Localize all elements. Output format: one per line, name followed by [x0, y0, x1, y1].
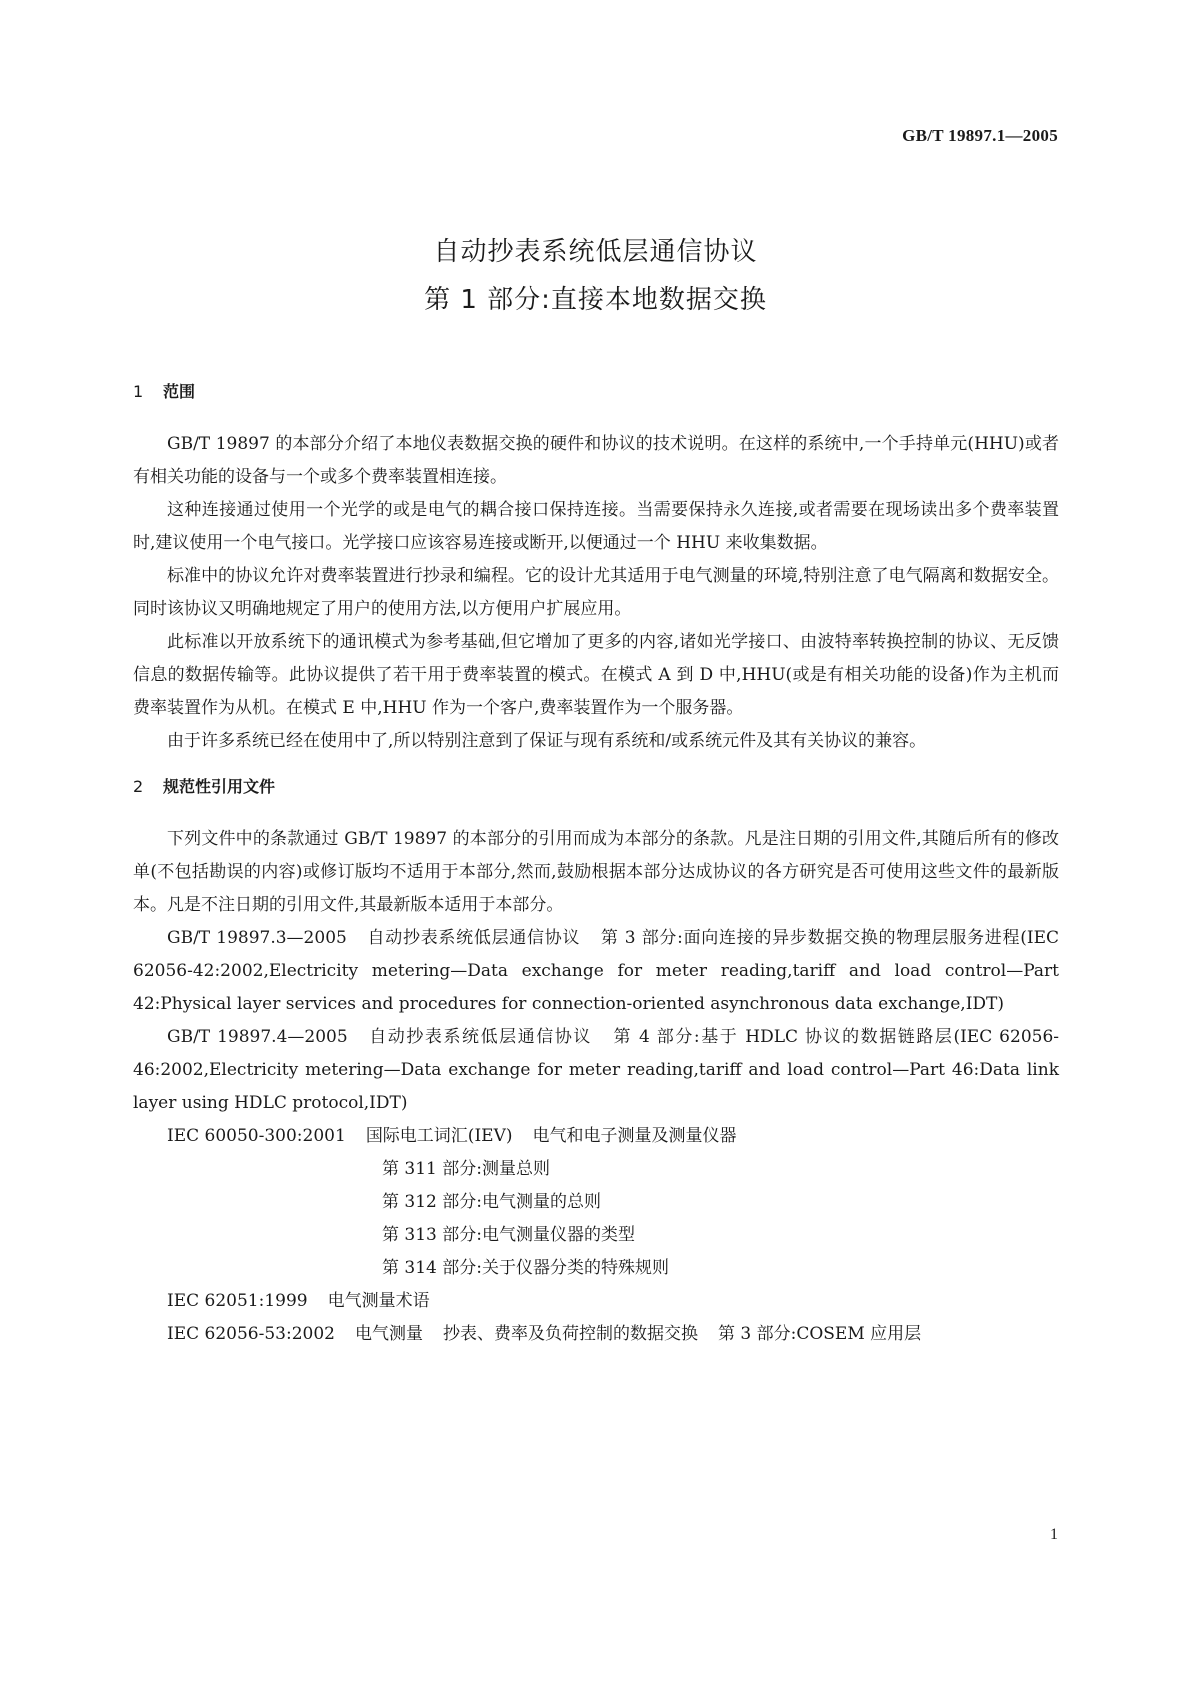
title-line-1: 自动抄表系统低层通信协议 [433, 237, 758, 267]
reference-code: GB/T 19897.4—2005 [167, 1027, 348, 1047]
reference-detail: 抄表、费率及负荷控制的数据交换 [442, 1324, 698, 1344]
section-number: 2 [133, 777, 144, 796]
reference-title: 自动抄表系统低层通信协议 [367, 1027, 592, 1047]
reference-title: 自动抄表系统低层通信协议 [366, 928, 581, 948]
document-body [133, 375, 1059, 1351]
section-title: 规范性引用文件 [163, 777, 276, 796]
reference-subpart: 第 311 部分:测量总则 [382, 1159, 550, 1179]
scope-paragraph: GB/T 19897 的本部分介绍了本地仪表数据交换的硬件和协议的技术说明。在这样的系统中,一个手持单元(HHU)或者有相关功能的设备与一个或多个费率装置相连接。 [133, 434, 1059, 487]
reference-detail: 第 3 部分:面向连接的异步数据交换的物理层服务进程(IEC 62056-42:2002,Electricity metering—Data exchange for meter reading,tariff and load control—Part 42:Physical layer services and procedures for connection-oriented asynchronous data exchange,IDT) [133, 928, 1059, 1014]
document-title [0, 228, 1191, 324]
page-number: 1 [1050, 1526, 1058, 1543]
reference-code: GB/T 19897.3—2005 [167, 928, 347, 948]
scope-paragraph: 标准中的协议允许对费率装置进行抄录和编程。它的设计尤其适用于电气测量的环境,特别注意了电气隔离和数据安全。同时该协议又明确地规定了用户的使用方法,以方便用户扩展应用。 [133, 566, 1059, 619]
title-line-2: 第 1 部分:直接本地数据交换 [424, 285, 767, 315]
reference-entry [133, 1021, 1059, 1120]
reference-subpart: 第 313 部分:电气测量仪器的类型 [382, 1225, 635, 1245]
scope-paragraph: 这种连接通过使用一个光学的或是电气的耦合接口保持连接。当需要保持永久连接,或者需要在现场读出多个费率装置时,建议使用一个电气接口。光学接口应该容易连接或断开,以便通过一个 HHU 来收集数据。 [133, 500, 1059, 553]
section-number: 1 [133, 382, 144, 401]
reference-subpart: 第 314 部分:关于仪器分类的特殊规则 [382, 1258, 669, 1278]
reference-entry [133, 922, 1059, 1021]
reference-title: 电气测量 [354, 1324, 423, 1344]
reference-subpart: 第 312 部分:电气测量的总则 [382, 1192, 601, 1212]
section-title: 范围 [163, 382, 196, 401]
reference-code: IEC 62051:1999 [167, 1291, 308, 1311]
reference-detail: 电气和电子测量及测量仪器 [532, 1126, 737, 1146]
section-heading-references [133, 770, 1059, 803]
reference-entry [133, 1318, 1059, 1351]
references-intro: 下列文件中的条款通过 GB/T 19897 的本部分的引用而成为本部分的条款。凡是注日期的引用文件,其随后所有的修改单(不包括勘误的内容)或修订版均不适用于本部分,然而,鼓励根据本部分达成协议的各方研究是否可使用这些文件的最新版本。凡是不注日期的引用文件,其最新版本适用于本部分。 [133, 829, 1059, 915]
reference-code: IEC 60050-300:2001 [167, 1126, 346, 1146]
scope-paragraph: 由于许多系统已经在使用中了,所以特别注意到了保证与现有系统和/或系统元件及其有关协议的兼容。 [167, 731, 927, 751]
reference-entry [133, 1285, 1059, 1318]
reference-entry [133, 1120, 1059, 1153]
section-heading-scope [133, 375, 1059, 408]
reference-detail: 第 4 部分:基于 HDLC 协议的数据链路层(IEC 62056-46:2002,Electricity metering—Data exchange for meter reading,tariff and load control—Part 46:Data link layer using HDLC protocol,IDT) [133, 1027, 1060, 1113]
reference-title: 国际电工词汇(IEV) [365, 1126, 513, 1146]
reference-code: IEC 62056-53:2002 [167, 1324, 335, 1344]
standard-code: GB/T 19897.1—2005 [902, 126, 1058, 145]
scope-paragraph: 此标准以开放系统下的通讯模式为参考基础,但它增加了更多的内容,诸如光学接口、由波特率转换控制的协议、无反馈信息的数据传输等。此协议提供了若干用于费率装置的模式。在模式 A 到 D 中,HHU(或是有相关功能的设备)作为主机而费率装置作为从机。在模式 E 中,HHU 作为一个客户,费率装置作为一个服务器。 [133, 632, 1059, 718]
reference-title: 电气测量术语 [327, 1291, 430, 1311]
reference-detail: 第 3 部分:COSEM 应用层 [717, 1324, 922, 1344]
